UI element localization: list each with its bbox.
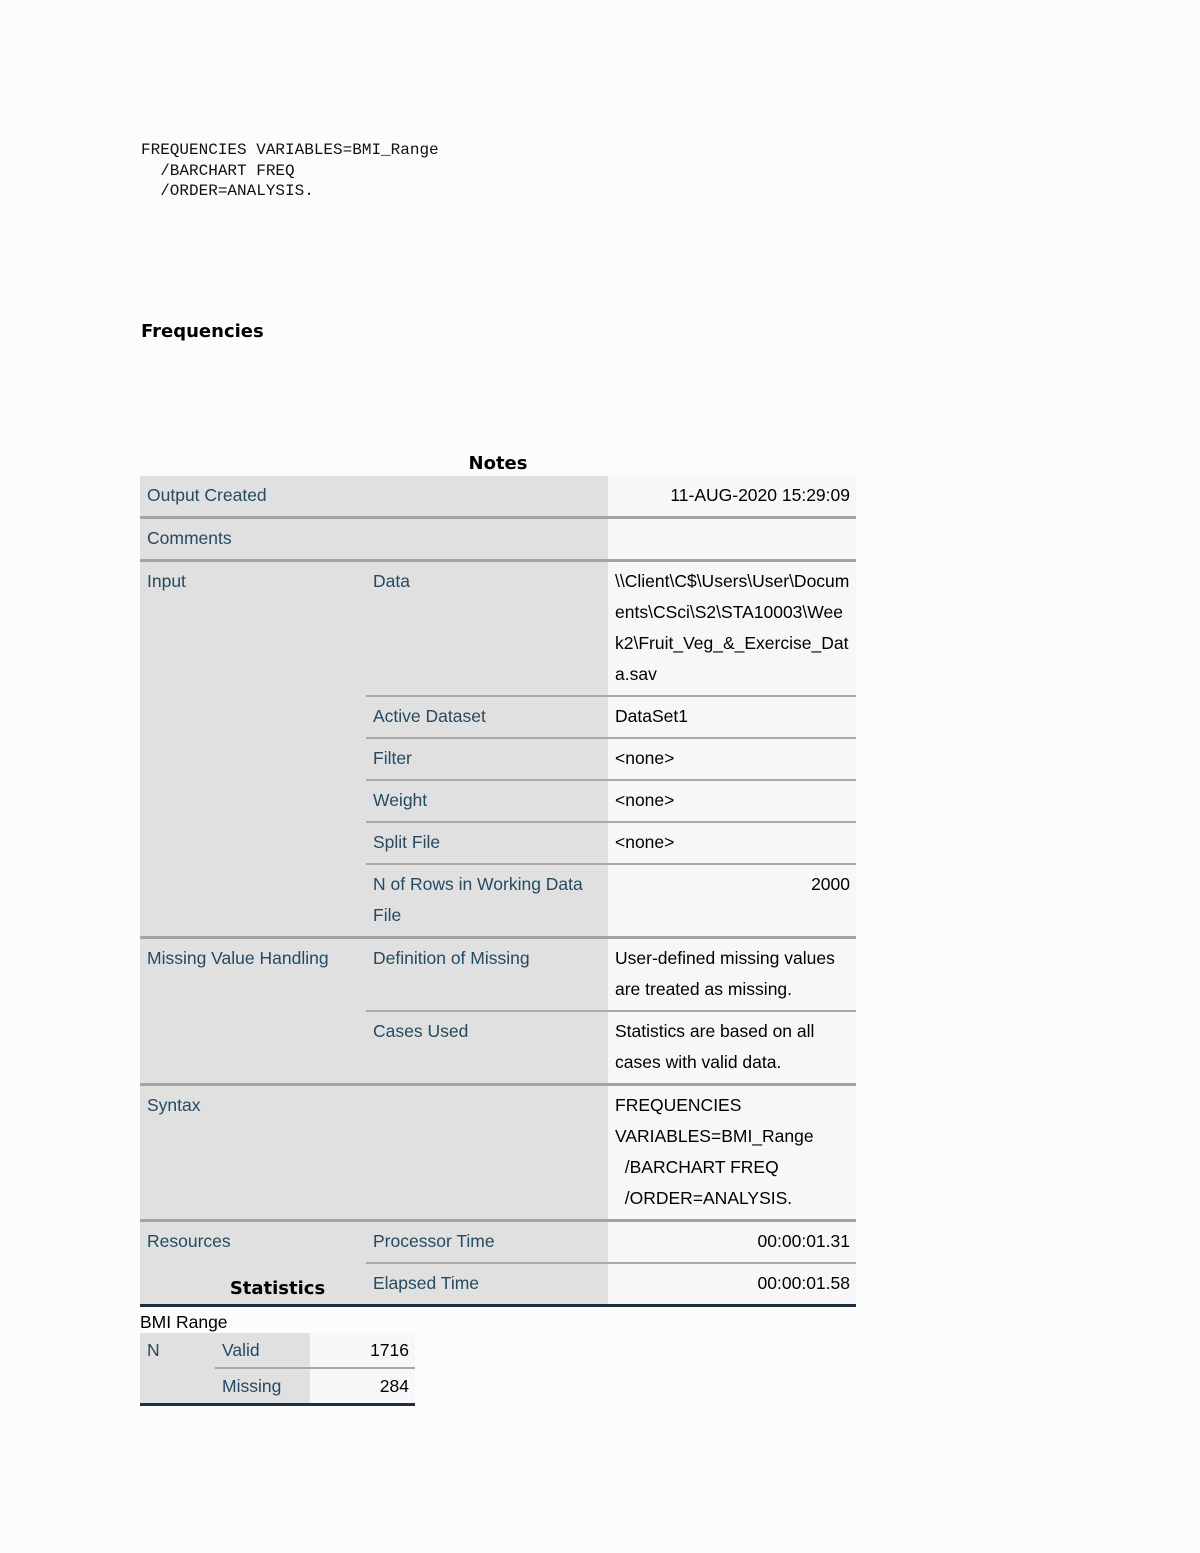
row-value: 11-AUG-2020 15:29:09 xyxy=(608,476,856,518)
row-label: Missing xyxy=(215,1368,310,1405)
row-label: Split File xyxy=(366,822,608,864)
row-value: <none> xyxy=(608,780,856,822)
row-label: Comments xyxy=(140,518,608,561)
table-row xyxy=(140,561,856,697)
table-row xyxy=(140,518,856,561)
row-value: User-defined missing values are treated as missing. xyxy=(608,938,856,1012)
row-value: 284 xyxy=(310,1368,415,1405)
row-label: N of Rows in Working Data File xyxy=(366,864,608,938)
row-value: 1716 xyxy=(310,1333,415,1368)
row-label: Output Created xyxy=(140,476,608,518)
row-label: Processor Time xyxy=(366,1221,608,1264)
row-value: DataSet1 xyxy=(608,696,856,738)
table-row xyxy=(140,476,856,518)
table-row xyxy=(140,938,856,1012)
statistics-subtitle: BMI Range xyxy=(140,1312,228,1332)
statistics-title: Statistics xyxy=(229,1278,326,1299)
row-label: Elapsed Time xyxy=(366,1263,608,1306)
table-row xyxy=(140,1085,856,1221)
row-value: 00:00:01.31 xyxy=(608,1221,856,1264)
row-label: Data xyxy=(366,561,608,697)
row-label: Weight xyxy=(366,780,608,822)
row-value: 2000 xyxy=(608,864,856,938)
row-label: Valid xyxy=(215,1333,310,1368)
row-value: <none> xyxy=(608,738,856,780)
row-label: Definition of Missing xyxy=(366,938,608,1012)
syntax-line: /BARCHART FREQ xyxy=(141,161,295,180)
row-value: 00:00:01.58 xyxy=(608,1263,856,1306)
syntax-block xyxy=(141,140,439,202)
group-label: Missing Value Handling xyxy=(140,938,366,1085)
notes-title: Notes xyxy=(468,453,528,474)
section-heading: Frequencies xyxy=(141,321,264,342)
row-label: Syntax xyxy=(140,1085,608,1221)
group-label: Resources xyxy=(140,1221,366,1306)
row-value: FREQUENCIES VARIABLES=BMI_Range /BARCHART FREQ /ORDER=ANALYSIS. xyxy=(608,1085,856,1221)
row-value xyxy=(608,518,856,561)
syntax-line: /ORDER=ANALYSIS. xyxy=(141,182,314,200)
row-label: Filter xyxy=(366,738,608,780)
row-label: Active Dataset xyxy=(366,696,608,738)
table-row xyxy=(140,1221,856,1264)
group-label: N xyxy=(140,1333,215,1405)
row-value: <none> xyxy=(608,822,856,864)
row-value: \\Client\C$\Users\User\Documents\CSci\S2\STA10003\Week2\Fruit_Veg_&_Exercise_Data.sav xyxy=(608,561,856,697)
row-value: Statistics are based on all cases with valid data. xyxy=(608,1011,856,1085)
group-label: Input xyxy=(140,561,366,938)
row-label: Cases Used xyxy=(366,1011,608,1085)
notes-table xyxy=(140,476,856,1307)
statistics-table xyxy=(140,1333,415,1406)
syntax-line: FREQUENCIES VARIABLES=BMI_Range xyxy=(141,141,439,159)
table-row xyxy=(140,1333,415,1368)
